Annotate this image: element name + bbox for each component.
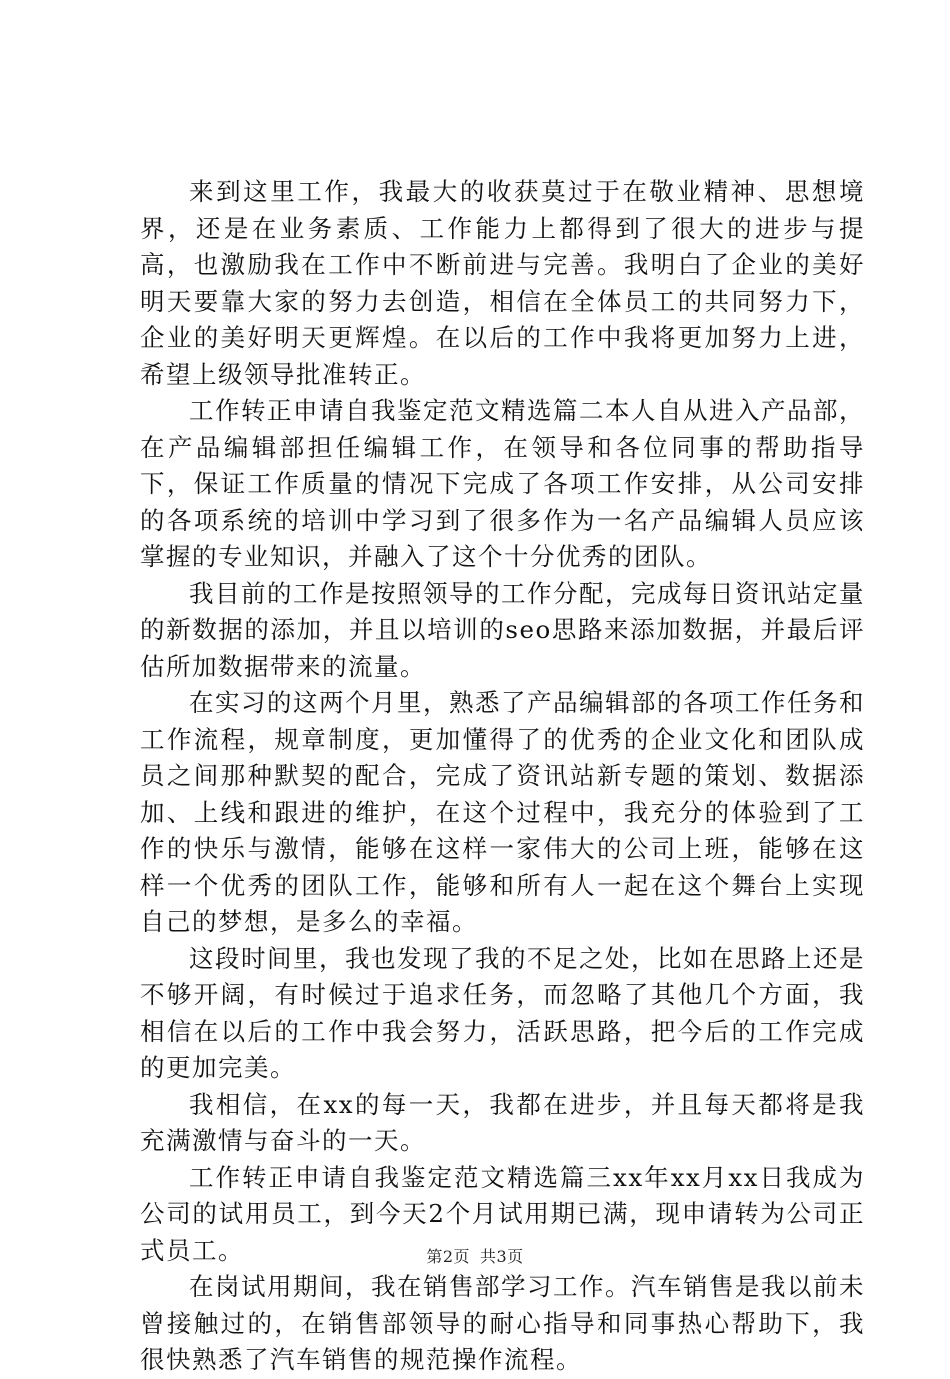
paragraph: 工作转正申请自我鉴定范文精选篇三xx年xx月xx日我成为公司的试用员工，到今天2个月试用期已满，现申请转为公司正式员工。 — [140, 1162, 865, 1265]
paragraph: 在岗试用期间，我在销售部学习工作。汽车销售是我以前未曾接触过的，在销售部领导的耐心指导和同事热心帮助下，我很快熟悉了汽车销售的规范操作流程。 — [140, 1272, 865, 1374]
paragraph: 我相信，在xx的每一天，我都在进步，并且每天都将是我充满激情与奋斗的一天。 — [140, 1089, 865, 1155]
paragraph: 我目前的工作是按照领导的工作分配，完成每日资讯站定量的新数据的添加，并且以培训的seo思路来添加数据，并最后评估所加数据带来的流量。 — [140, 578, 865, 681]
paragraph: 来到这里工作，我最大的收获莫过于在敬业精神、思想境界，还是在业务素质、工作能力上都得到了很大的进步与提高，也激励我在工作中不断前进与完善。我明白了企业的美好明天要靠大家的努力去创造，相信在全体员工的共同努力下，企业的美好明天更辉煌。在以后的工作中我将更加努力上进，希望上级领导批准转正。 — [140, 177, 865, 389]
paragraph: 工作转正申请自我鉴定范文精选篇二本人自从进入产品部，在产品编辑部担任编辑工作，在领导和各位同事的帮助指导下，保证工作质量的情况下完成了各项工作安排，从公司安排的各项系统的培训中学习到了很多作为一名产品编辑人员应该掌握的专业知识，并融入了这个十分优秀的团队。 — [140, 396, 865, 571]
paragraph: 这段时间里，我也发现了我的不足之处，比如在思路上还是不够开阔，有时候过于追求任务，而忽略了其他几个方面，我相信在以后的工作中我会努力，活跃思路，把今后的工作完成的更加完美。 — [140, 943, 865, 1082]
page-footer — [0, 1244, 950, 1267]
paragraph: 在实习的这两个月里，熟悉了产品编辑部的各项工作任务和工作流程，规章制度，更加懂得了的优秀的企业文化和团队成员之间那种默契的配合，完成了资讯站新专题的策划、数据添加、上线和跟进的维护，在这个过程中，我充分的体验到了工作的快乐与激情，能够在这样一家伟大的公司上班，能够在这样一个优秀的团队工作，能够和所有人一起在这个舞台上实现自己的梦想，是多么的幸福。 — [140, 688, 865, 936]
page-number: 第2页 — [426, 1247, 470, 1266]
page-total: 共3页 — [480, 1247, 524, 1266]
document-body — [140, 174, 865, 1379]
